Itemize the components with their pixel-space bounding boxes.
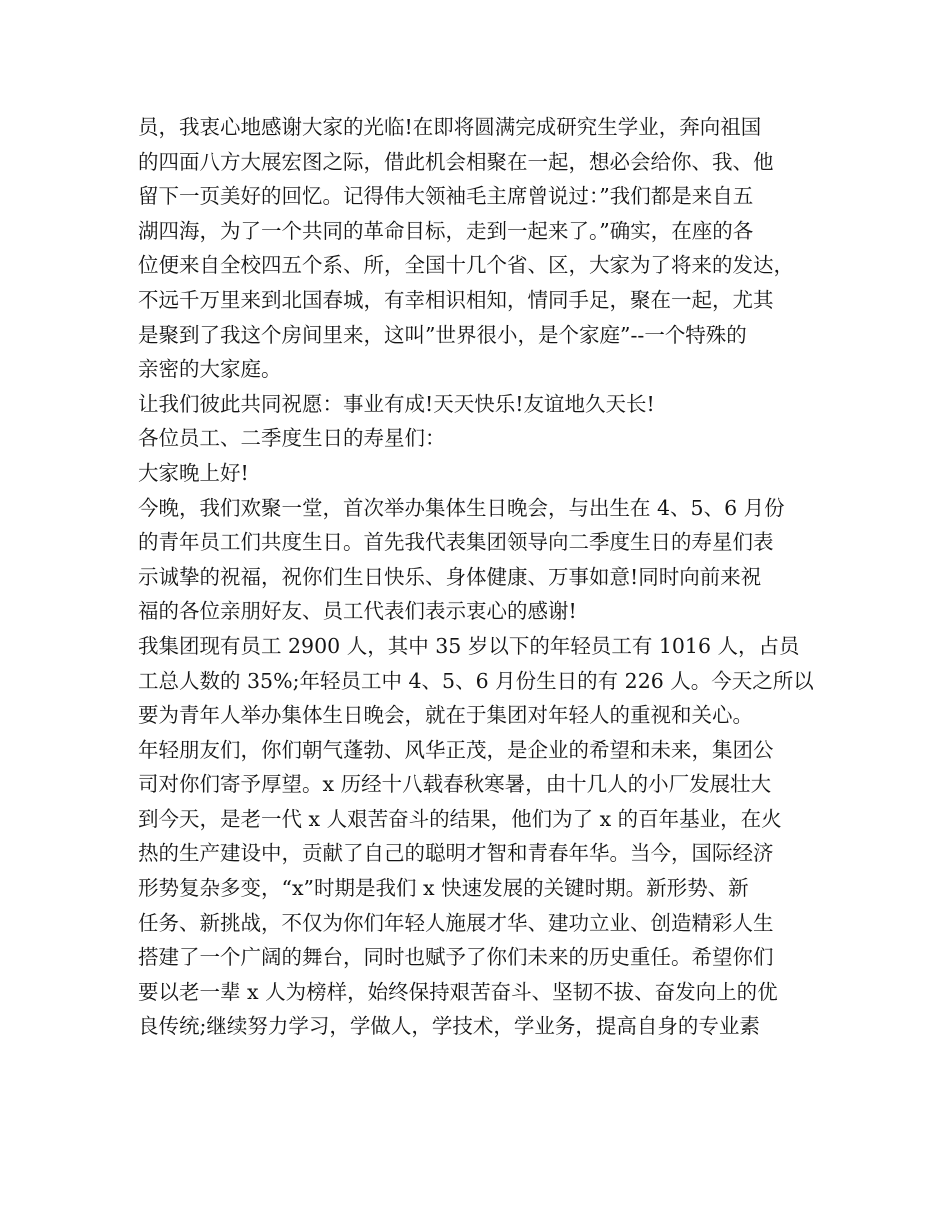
text-line: 员，我衷心地感谢大家的光临!在即将圆满完成研究生学业，奔向祖国 xyxy=(138,115,762,139)
text-line: 今晚，我们欢聚一堂，首次举办集体生日晚会，与出生在 4、5、6 月份 xyxy=(138,495,785,520)
text-line: 搭建了一个广阔的舞台，同时也赋予了你们未来的历史重任。希望你们 xyxy=(138,945,774,970)
text-line: 任务、新挑战，不仅为你们年轻人施展才华、建功立业、创造精彩人生 xyxy=(138,910,774,935)
text-line: 位便来自全校四五个系、所，全国十几个省、区，大家为了将来的发达， xyxy=(138,253,794,278)
text-line: 要以老一辈 x 人为榜样，始终保持艰苦奋斗、坚韧不拔、奋发向上的优 xyxy=(138,979,778,1004)
text-line: 大家晚上好! xyxy=(138,460,249,485)
text-line: 让我们彼此共同祝愿：事业有成!天天快乐!友谊地久天长! xyxy=(138,391,655,416)
text-line: 良传统;继续努力学习，学做人，学技术，学业务，提高自身的专业素 xyxy=(138,1014,760,1039)
text-line: 留下一页美好的回忆。记得伟大领袖毛主席曾说过：”我们都是来自五 xyxy=(138,184,754,209)
text-line: 不远千万里来到北国春城，有幸相识相知，情同手足，聚在一起，尤其 xyxy=(138,287,774,312)
text-line: 司对你们寄予厚望。x 历经十八载春秋寒暑，由十几人的小厂发展壮大 xyxy=(138,772,772,797)
text-line: 湖四海，为了一个共同的革命目标，走到一起来了。”确实，在座的各 xyxy=(138,218,754,243)
text-line: 我集团现有员工 2900 人，其中 35 岁以下的年轻员工有 1016 人，占员 xyxy=(138,633,800,658)
text-line: 形势复杂多变，“x”时期是我们 x 快速发展的关键时期。新形势、新 xyxy=(138,876,749,901)
text-line: 是聚到了我这个房间里来，这叫”世界很小，是个家庭”--一个特殊的 xyxy=(138,322,747,347)
document-body xyxy=(138,110,818,1044)
text-line: 亲密的大家庭。 xyxy=(138,357,282,382)
text-line: 的四面八方大展宏图之际，借此机会相聚在一起，想必会给你、我、他 xyxy=(138,149,774,174)
text-line: 示诚挚的祝福，祝你们生日快乐、身体健康、万事如意!同时向前来祝 xyxy=(138,564,762,589)
text-line: 工总人数的 35%;年轻员工中 4、5、6 月份生日的有 226 人。今天之所以 xyxy=(138,668,814,693)
text-line: 的青年员工们共度生日。首先我代表集团领导向二季度生日的寿星们表 xyxy=(138,530,774,555)
text-line: 要为青年人举办集体生日晚会，就在于集团对年轻人的重视和关心。 xyxy=(138,703,753,728)
text-line: 年轻朋友们，你们朝气蓬勃、风华正茂，是企业的希望和未来，集团公 xyxy=(138,737,774,762)
text-line: 到今天，是老一代 x 人艰苦奋斗的结果，他们为了 x 的百年基业，在火 xyxy=(138,806,782,831)
text-line: 各位员工、二季度生日的寿星们： xyxy=(138,426,446,451)
text-line: 福的各位亲朋好友、员工代表们表示衷心的感谢! xyxy=(138,599,577,624)
text-line: 热的生产建设中，贡献了自己的聪明才智和青春年华。当今，国际经济 xyxy=(138,841,774,866)
